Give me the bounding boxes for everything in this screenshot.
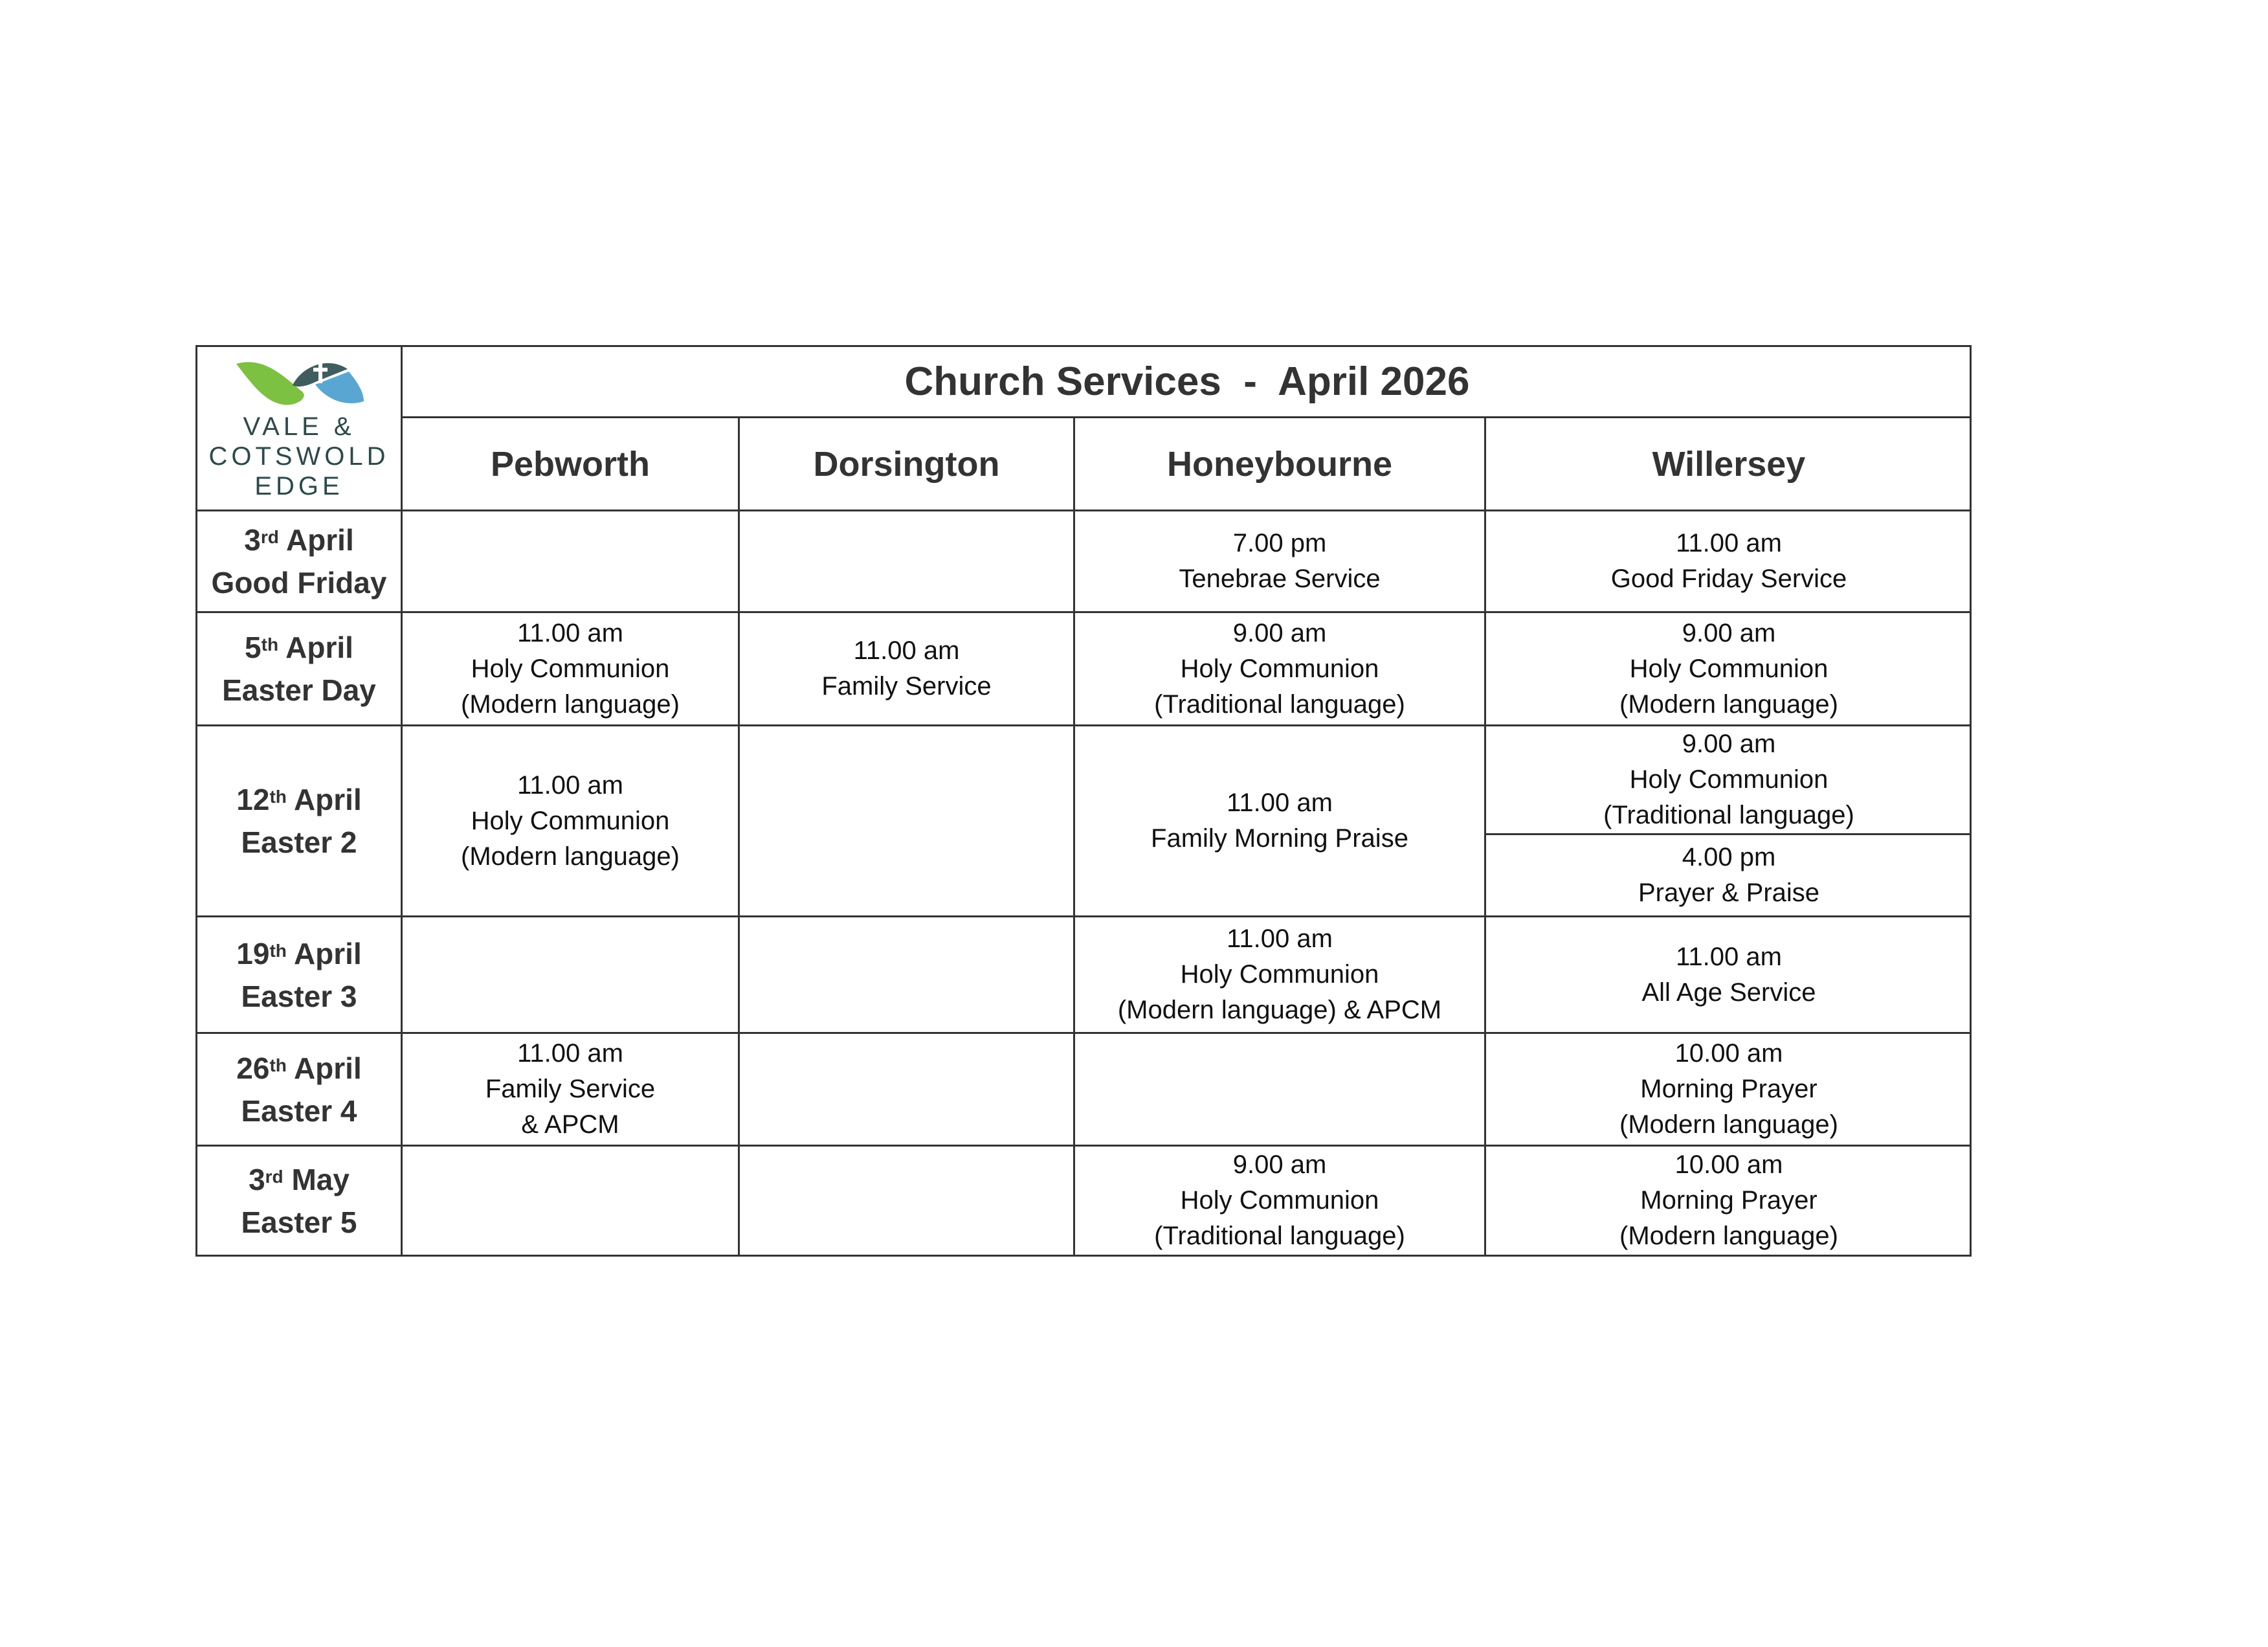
cell-text: Holy Communion: [471, 806, 670, 835]
cell-text: April: [285, 631, 353, 664]
date-cell: [197, 1145, 401, 1255]
cell-text: 19: [236, 936, 270, 970]
service-cell: [1073, 1032, 1484, 1145]
cell-text: 4.00 pm: [1682, 843, 1776, 871]
cell-text: Good Friday Service: [1610, 565, 1847, 593]
service-cell: [1484, 833, 1972, 915]
cell-text: Holy Communion: [1180, 960, 1379, 989]
service-cell: [738, 611, 1073, 724]
cell-text: Prayer & Praise: [1638, 879, 1820, 907]
service-cell: [1073, 724, 1484, 915]
cell-text: 10.00 am: [1674, 1150, 1783, 1179]
cell-text: 9.00 am: [1682, 730, 1776, 758]
cell-text: Family Morning Praise: [1151, 824, 1408, 853]
cell-text: (Modern language): [461, 842, 680, 871]
cell-text: 26: [236, 1051, 270, 1085]
cell-text: 11.00 am: [517, 1039, 623, 1068]
service-cell: [1073, 510, 1484, 611]
service-cell: [738, 724, 1073, 915]
service-cell: [1484, 611, 1972, 724]
cell-text: All Age Service: [1641, 978, 1816, 1007]
service-cell: [1073, 1145, 1484, 1255]
cell-text: 11.00 am: [853, 636, 960, 665]
logo-cell: [197, 347, 401, 510]
cell-text: Easter 5: [241, 1205, 357, 1239]
cell-text: Easter 2: [241, 825, 357, 859]
cell-text: (Modern language): [1619, 1110, 1838, 1139]
service-cell: [401, 1032, 738, 1145]
date-suffix: th: [261, 634, 279, 655]
logo-line-2: COTSWOLD: [208, 442, 390, 471]
cell-text: 11.00 am: [1676, 942, 1782, 971]
service-cell: [401, 1145, 738, 1255]
cell-text: 9.00 am: [1682, 618, 1776, 647]
cell-text: 9.00 am: [1232, 618, 1327, 647]
cell-text: April: [293, 936, 362, 970]
cell-text: April: [293, 1051, 362, 1085]
cell-text: (Modern language): [1619, 689, 1838, 719]
cell-text: Family Service: [821, 672, 992, 700]
date-suffix: rd: [265, 1166, 284, 1187]
service-cell: [1484, 724, 1972, 833]
date-cell: [197, 510, 401, 611]
service-cell: [401, 915, 738, 1032]
cell-text: (Traditional language): [1154, 689, 1405, 719]
column-header-willersey: [1484, 416, 1972, 510]
cell-text: 9.00 am: [1232, 1150, 1327, 1179]
cell-text: Easter 4: [241, 1093, 357, 1128]
service-cell: [1484, 915, 1972, 1032]
services-table: [195, 345, 1972, 1257]
cell-text: Good Friday: [211, 566, 387, 599]
cell-text: Easter Day: [222, 673, 376, 707]
column-header-dorsington: [738, 416, 1073, 510]
service-cell: [738, 1032, 1073, 1145]
page-title-cell: [401, 347, 1972, 416]
cell-text: Holy Communion: [1180, 654, 1379, 683]
cell-text: Family Service: [485, 1075, 656, 1103]
cell-text: Willersey: [1652, 444, 1806, 484]
cell-text: Holy Communion: [1629, 654, 1829, 683]
cell-text: Dorsington: [813, 444, 1000, 484]
cell-text: (Traditional language): [1603, 801, 1854, 829]
service-cell: [1073, 611, 1484, 724]
service-cell: [401, 510, 738, 611]
cell-text: April: [293, 783, 362, 816]
cell-text: Holy Communion: [1629, 765, 1829, 794]
cell-text: Easter 3: [241, 979, 357, 1013]
service-cell: [738, 915, 1073, 1032]
service-cell: [1484, 1145, 1972, 1255]
service-cell: [738, 1145, 1073, 1255]
service-cell: [1484, 510, 1972, 611]
date-cell: [197, 1032, 401, 1145]
service-cell: [738, 510, 1073, 611]
cell-text: 5: [245, 631, 261, 664]
date-cell: [197, 724, 401, 915]
cell-text: & APCM: [521, 1110, 619, 1139]
cell-text: 12: [236, 783, 270, 816]
cell-text: Holy Communion: [1180, 1186, 1379, 1215]
cell-text: Pebworth: [490, 444, 650, 484]
logo-line-1: VALE &: [243, 412, 355, 441]
logo-line-3: EDGE: [254, 471, 344, 500]
column-header-honeybourne: [1073, 416, 1484, 510]
date-suffix: th: [269, 1055, 287, 1075]
cell-text: Holy Communion: [471, 654, 670, 683]
cell-text: Tenebrae Service: [1179, 565, 1381, 593]
cell-text: (Modern language): [461, 689, 680, 719]
cell-text: 7.00 pm: [1232, 529, 1327, 557]
date-cell: [197, 611, 401, 724]
cell-text: (Modern language): [1619, 1222, 1838, 1250]
service-cell: [1484, 1032, 1972, 1145]
cell-text: 11.00 am: [1227, 789, 1333, 817]
cell-text: Honeybourne: [1166, 444, 1393, 484]
cell-text: 3: [244, 523, 261, 557]
date-suffix: rd: [260, 527, 279, 547]
cell-text: (Modern language) & APCM: [1117, 996, 1442, 1024]
cell-text: 11.00 am: [1676, 529, 1782, 557]
cell-text: 11.00 am: [517, 618, 623, 647]
page-title: Church Services - April 2026: [904, 359, 1470, 404]
date-suffix: th: [269, 940, 287, 961]
column-header-pebworth: [401, 416, 738, 510]
service-cell: [401, 611, 738, 724]
cell-text: Morning Prayer: [1640, 1186, 1818, 1215]
cell-text: 10.00 am: [1674, 1039, 1783, 1068]
cell-text: April: [285, 523, 354, 557]
cell-text: 11.00 am: [1227, 924, 1333, 953]
date-cell: [197, 915, 401, 1032]
service-cell: [1073, 915, 1484, 1032]
cell-text: 11.00 am: [517, 770, 623, 800]
cell-text: (Traditional language): [1154, 1222, 1405, 1250]
church-logo-icon: [231, 356, 367, 408]
cell-text: 3: [249, 1162, 265, 1196]
service-cell: [401, 724, 738, 915]
cell-text: Morning Prayer: [1640, 1075, 1818, 1103]
date-suffix: th: [269, 787, 287, 807]
cell-text: May: [291, 1162, 350, 1196]
